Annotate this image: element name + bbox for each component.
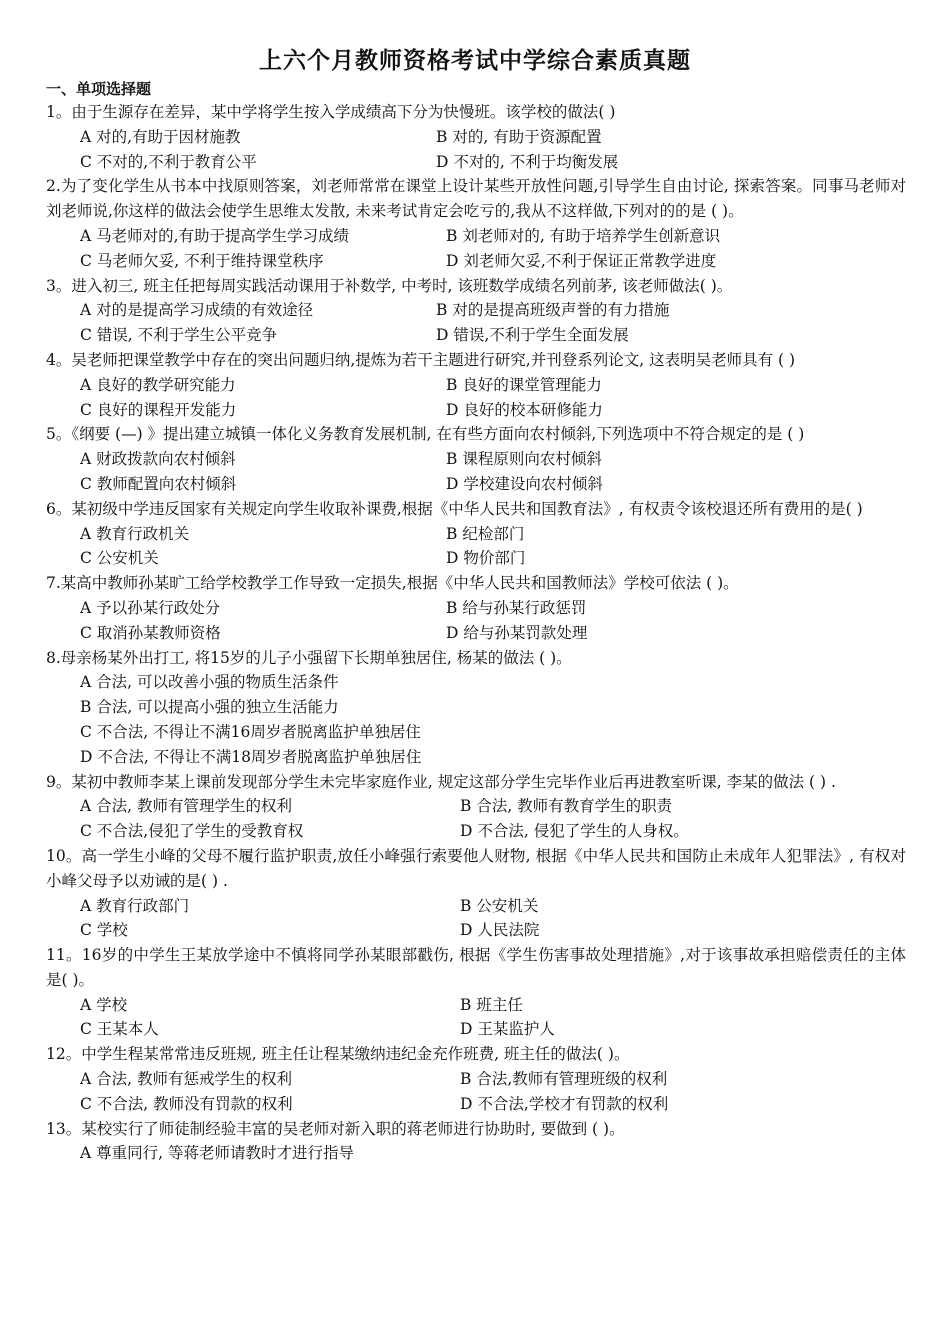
question-11 xyxy=(0,943,906,1042)
option-c: C 王某本人 xyxy=(80,1020,159,1039)
option-row xyxy=(80,794,906,819)
option-a: A 教育行政机关 xyxy=(80,524,190,543)
option-d: D 人民法院 xyxy=(460,921,540,940)
option-c: C 马老师欠妥, 不利于维持课堂秩序 xyxy=(80,251,324,270)
option-row xyxy=(80,819,906,844)
option-row xyxy=(80,1092,906,1117)
question-text: 6。某初级中学违反国家有关规定向学生收取补课费,根据《中华人民共和国教育法》, 有权责令该校退还所有费用的是( ) xyxy=(46,499,863,518)
question-text: 5。《纲要 (—) 》提出建立城镇一体化义务教育发展机制, 在有些方面向农村倾斜,下列选项中不符合规定的是 ( ) xyxy=(46,425,805,444)
option-row xyxy=(80,150,906,175)
option-row xyxy=(80,522,906,547)
option-b: B 对的, 有助于资源配置 xyxy=(436,127,602,146)
question-3 xyxy=(0,274,906,348)
option-d: D 良好的校本研修能力 xyxy=(446,400,603,419)
option-d: D 学校建设向农村倾斜 xyxy=(446,474,603,493)
option-row xyxy=(80,224,906,249)
option-c: C 取消孙某教师资格 xyxy=(80,623,221,642)
option-c: C 错误, 不利于学生公平竞争 xyxy=(80,326,278,345)
option-a: A 学校 xyxy=(80,995,128,1014)
option-a: A 合法, 可以改善小强的物质生活条件 xyxy=(80,673,339,692)
option-b: B 课程原则向农村倾斜 xyxy=(446,450,602,469)
question-text: 8.母亲杨某外出打工, 将15岁的儿子小强留下长期单独居住, 杨某的做法 ( )。 xyxy=(46,648,572,667)
option-d: D 王某监护人 xyxy=(460,1020,555,1039)
option-row xyxy=(80,918,906,943)
option-b: B 刘老师对的, 有助于培养学生创新意识 xyxy=(446,226,721,245)
option-d: D 给与孙某罚款处理 xyxy=(446,623,588,642)
option-row xyxy=(80,720,906,745)
option-row xyxy=(80,1067,906,1092)
option-b: B 合法, 教师有教育学生的职责 xyxy=(460,797,673,816)
option-b: B 合法, 可以提高小强的独立生活能力 xyxy=(80,698,339,717)
question-options xyxy=(46,522,906,572)
question-list xyxy=(0,100,950,1166)
option-b: B 合法,教师有管理班级的权利 xyxy=(460,1070,668,1089)
option-a: A 对的,有助于因材施教 xyxy=(80,127,241,146)
option-d: D 不对的, 不利于均衡发展 xyxy=(436,152,619,171)
question-options xyxy=(46,447,906,497)
option-row xyxy=(80,1017,906,1042)
question-text: 13。某校实行了师徒制经验丰富的吴老师对新入职的蒋老师进行协助时, 要做到 ( )。 xyxy=(46,1119,625,1138)
question-options xyxy=(46,894,906,944)
question-options xyxy=(46,670,906,769)
option-row xyxy=(80,398,906,423)
option-a: A 合法, 教师有惩戒学生的权利 xyxy=(80,1070,292,1089)
option-a: A 尊重同行, 等蒋老师请教时才进行指导 xyxy=(80,1144,354,1163)
page-title: 上六个月教师资格考试中学综合素质真题 xyxy=(259,48,691,74)
option-a: A 教育行政部门 xyxy=(80,896,190,915)
question-options xyxy=(46,993,906,1043)
option-row xyxy=(80,745,906,770)
option-a: A 良好的教学研究能力 xyxy=(80,375,236,394)
option-d: D 错误,不利于学生全面发展 xyxy=(436,326,629,345)
option-d: D 不合法, 侵犯了学生的人身权。 xyxy=(460,822,689,841)
question-8 xyxy=(0,646,906,770)
option-row xyxy=(80,546,906,571)
option-a: A 合法, 教师有管理学生的权利 xyxy=(80,797,292,816)
option-c: C 教师配置向农村倾斜 xyxy=(80,474,237,493)
question-text: 11。16岁的中学生王某放学途中不慎将同学孙某眼部戳伤, 根据《学生伤害事故处理措施》,对于该事故承担赔偿责任的主体是( )。 xyxy=(46,946,906,989)
option-row xyxy=(80,125,906,150)
option-b: B 良好的课堂管理能力 xyxy=(446,375,602,394)
question-text: 9。某初中教师李某上课前发现部分学生未完毕家庭作业, 规定这部分学生完毕作业后再进教室听课, 李某的做法 ( ) . xyxy=(46,772,836,791)
option-row xyxy=(80,695,906,720)
question-5 xyxy=(0,422,906,496)
question-options xyxy=(46,596,906,646)
question-options xyxy=(46,125,906,175)
question-options xyxy=(46,1067,906,1117)
option-c: C 不合法, 不得让不满16周岁者脱离监护单独居住 xyxy=(80,722,421,741)
question-options xyxy=(46,298,906,348)
option-a: A 予以孙某行政处分 xyxy=(80,598,221,617)
option-b: B 给与孙某行政惩罚 xyxy=(446,598,587,617)
question-text: 2.为了变化学生从书本中找原则答案，刘老师常常在课堂上设计某些开放性问题,引导学生自由讨论, 探索答案。同事马老师对刘老师说,你这样的做法会使学生思维太发散, 未来考试肯定会吃亏的,我从不这样做,下列对的的是 ( )。 xyxy=(46,177,906,221)
question-options xyxy=(46,224,906,274)
question-6 xyxy=(0,497,906,571)
question-12 xyxy=(0,1042,906,1116)
question-options xyxy=(46,794,906,844)
question-9 xyxy=(0,770,906,844)
question-text: 4。吴老师把课堂教学中存在的突出问题归纳,提炼为若干主题进行研究,并刊登系列论文, 这表明吴老师具有 ( ) xyxy=(46,350,796,369)
option-row xyxy=(80,670,906,695)
option-row xyxy=(80,373,906,398)
option-c: C 学校 xyxy=(80,921,128,940)
option-row xyxy=(80,621,906,646)
option-d: D 物价部门 xyxy=(446,549,526,568)
option-a: A 马老师对的,有助于提高学生学习成绩 xyxy=(80,226,350,245)
option-d: D 不合法,学校才有罚款的权利 xyxy=(460,1094,669,1113)
option-c: C 良好的课程开发能力 xyxy=(80,400,237,419)
option-row xyxy=(80,1141,906,1166)
section-heading: 一、单项选择题 xyxy=(46,80,152,98)
option-b: B 公安机关 xyxy=(460,896,539,915)
question-text: 1。由于生源存在差异，某中学将学生按入学成绩高下分为快慢班。该学校的做法( ) xyxy=(46,103,616,121)
option-row xyxy=(80,447,906,472)
question-text: 7.某高中教师孙某旷工给学校教学工作导致一定损失,根据《中华人民共和国教师法》学校可依法 ( )。 xyxy=(46,574,739,593)
question-10 xyxy=(0,844,906,943)
option-a: A 财政拨款向农村倾斜 xyxy=(80,450,236,469)
question-2 xyxy=(0,174,906,273)
option-b: B 纪检部门 xyxy=(446,524,525,543)
question-text: 12。中学生程某常常违反班规, 班主任让程某缴纳违纪金充作班费, 班主任的做法( )。 xyxy=(46,1045,630,1064)
option-c: C 不对的,不利于教育公平 xyxy=(80,152,257,171)
option-d: D 刘老师欠妥,不利于保证正常教学进度 xyxy=(446,251,717,270)
question-text: 10。高一学生小峰的父母不履行监护职责,放任小峰强行索要他人财物, 根据《中华人民共和国防止未成年人犯罪法》, 有权对小峰父母予以劝诫的是( ) . xyxy=(46,846,906,890)
question-text: 3。进入初三, 班主任把每周实践活动课用于补数学, 中考时, 该班数学成绩名列前茅, 该老师做法( )。 xyxy=(46,276,733,295)
option-b: B 班主任 xyxy=(460,995,523,1014)
option-row xyxy=(80,323,906,348)
option-row xyxy=(80,249,906,274)
question-13 xyxy=(0,1117,906,1167)
question-options xyxy=(46,373,906,423)
question-options xyxy=(46,1141,906,1166)
question-1 xyxy=(0,100,906,174)
option-b: B 对的是提高班级声誉的有力措施 xyxy=(436,301,670,320)
question-4 xyxy=(0,348,906,422)
option-c: C 公安机关 xyxy=(80,549,159,568)
option-row xyxy=(80,298,906,323)
option-c: C 不合法,侵犯了学生的受教育权 xyxy=(80,822,304,841)
option-row xyxy=(80,993,906,1018)
option-row xyxy=(80,894,906,919)
option-d: D 不合法, 不得让不满18周岁者脱离监护单独居住 xyxy=(80,747,422,766)
option-a: A 对的是提高学习成绩的有效途径 xyxy=(80,301,314,320)
option-row xyxy=(80,596,906,621)
option-c: C 不合法, 教师没有罚款的权利 xyxy=(80,1094,293,1113)
question-7 xyxy=(0,571,906,645)
option-row xyxy=(80,472,906,497)
